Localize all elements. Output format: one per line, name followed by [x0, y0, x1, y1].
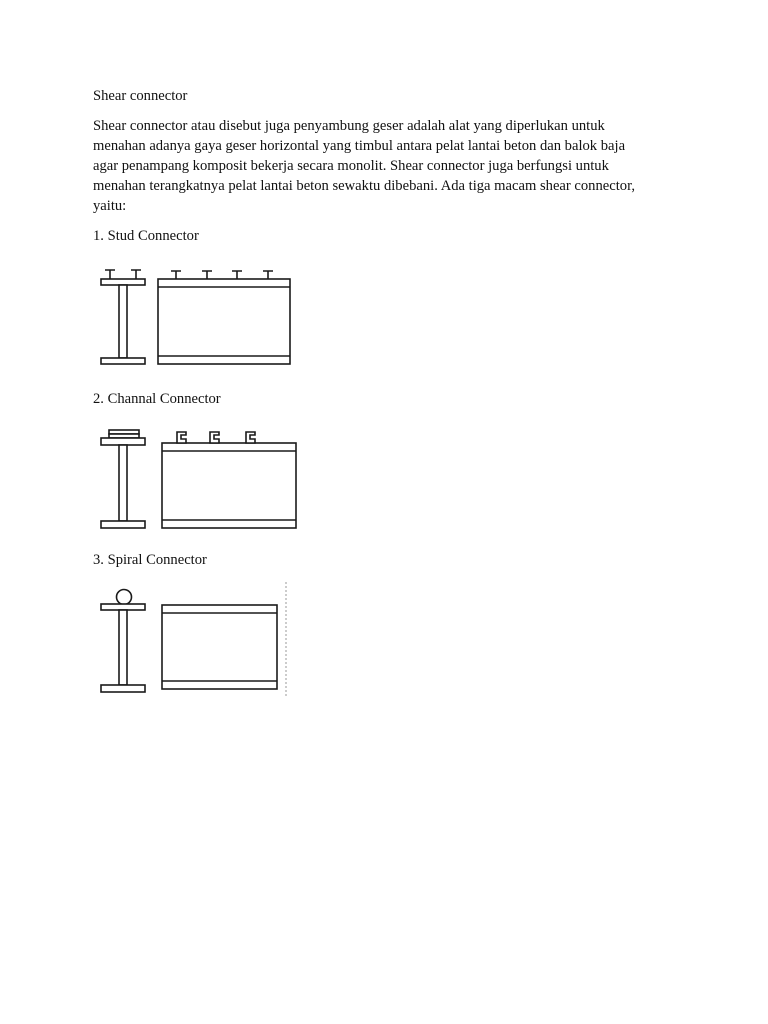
paragraph-line: menahan adanya gaya geser horizontal yang timbul antara pelat lantai beton dan balok baja — [93, 138, 626, 154]
section-label-spiral: 3. Spiral Connector — [93, 552, 207, 568]
paragraph-line: yaitu: — [93, 198, 127, 214]
spiral-icon — [117, 590, 132, 605]
paragraph-line: menahan terangkatnya pelat lantai beton sewaktu dibebani. Ada tiga macam shear connector, — [93, 178, 636, 194]
spiral-connector-figure — [95, 582, 295, 697]
paragraph-line: Shear connector atau disebut juga penyambung geser adalah alat yang diperlukan untuk — [93, 118, 605, 134]
beam-elevation — [162, 443, 296, 528]
i-beam-section — [101, 604, 145, 692]
beam-elevation — [162, 605, 277, 689]
i-beam-section — [101, 438, 145, 528]
channel-stack-icon — [109, 430, 139, 438]
intro-paragraph — [93, 116, 693, 216]
channel-connector-figure — [95, 426, 305, 536]
paragraph-line: agar penampang komposit bekerja secara monolit. Shear connector juga berfungsi untuk — [93, 158, 609, 174]
section-label-stud: 1. Stud Connector — [93, 228, 199, 244]
stud-icon — [105, 270, 141, 279]
channel-icon — [177, 432, 255, 443]
section-label-channel: 2. Channal Connector — [93, 391, 221, 407]
stud-connector-figure — [95, 265, 295, 370]
i-beam-section — [101, 279, 145, 364]
beam-elevation — [158, 279, 290, 364]
page-title: Shear connector — [93, 88, 188, 104]
stud-icon — [171, 271, 273, 279]
